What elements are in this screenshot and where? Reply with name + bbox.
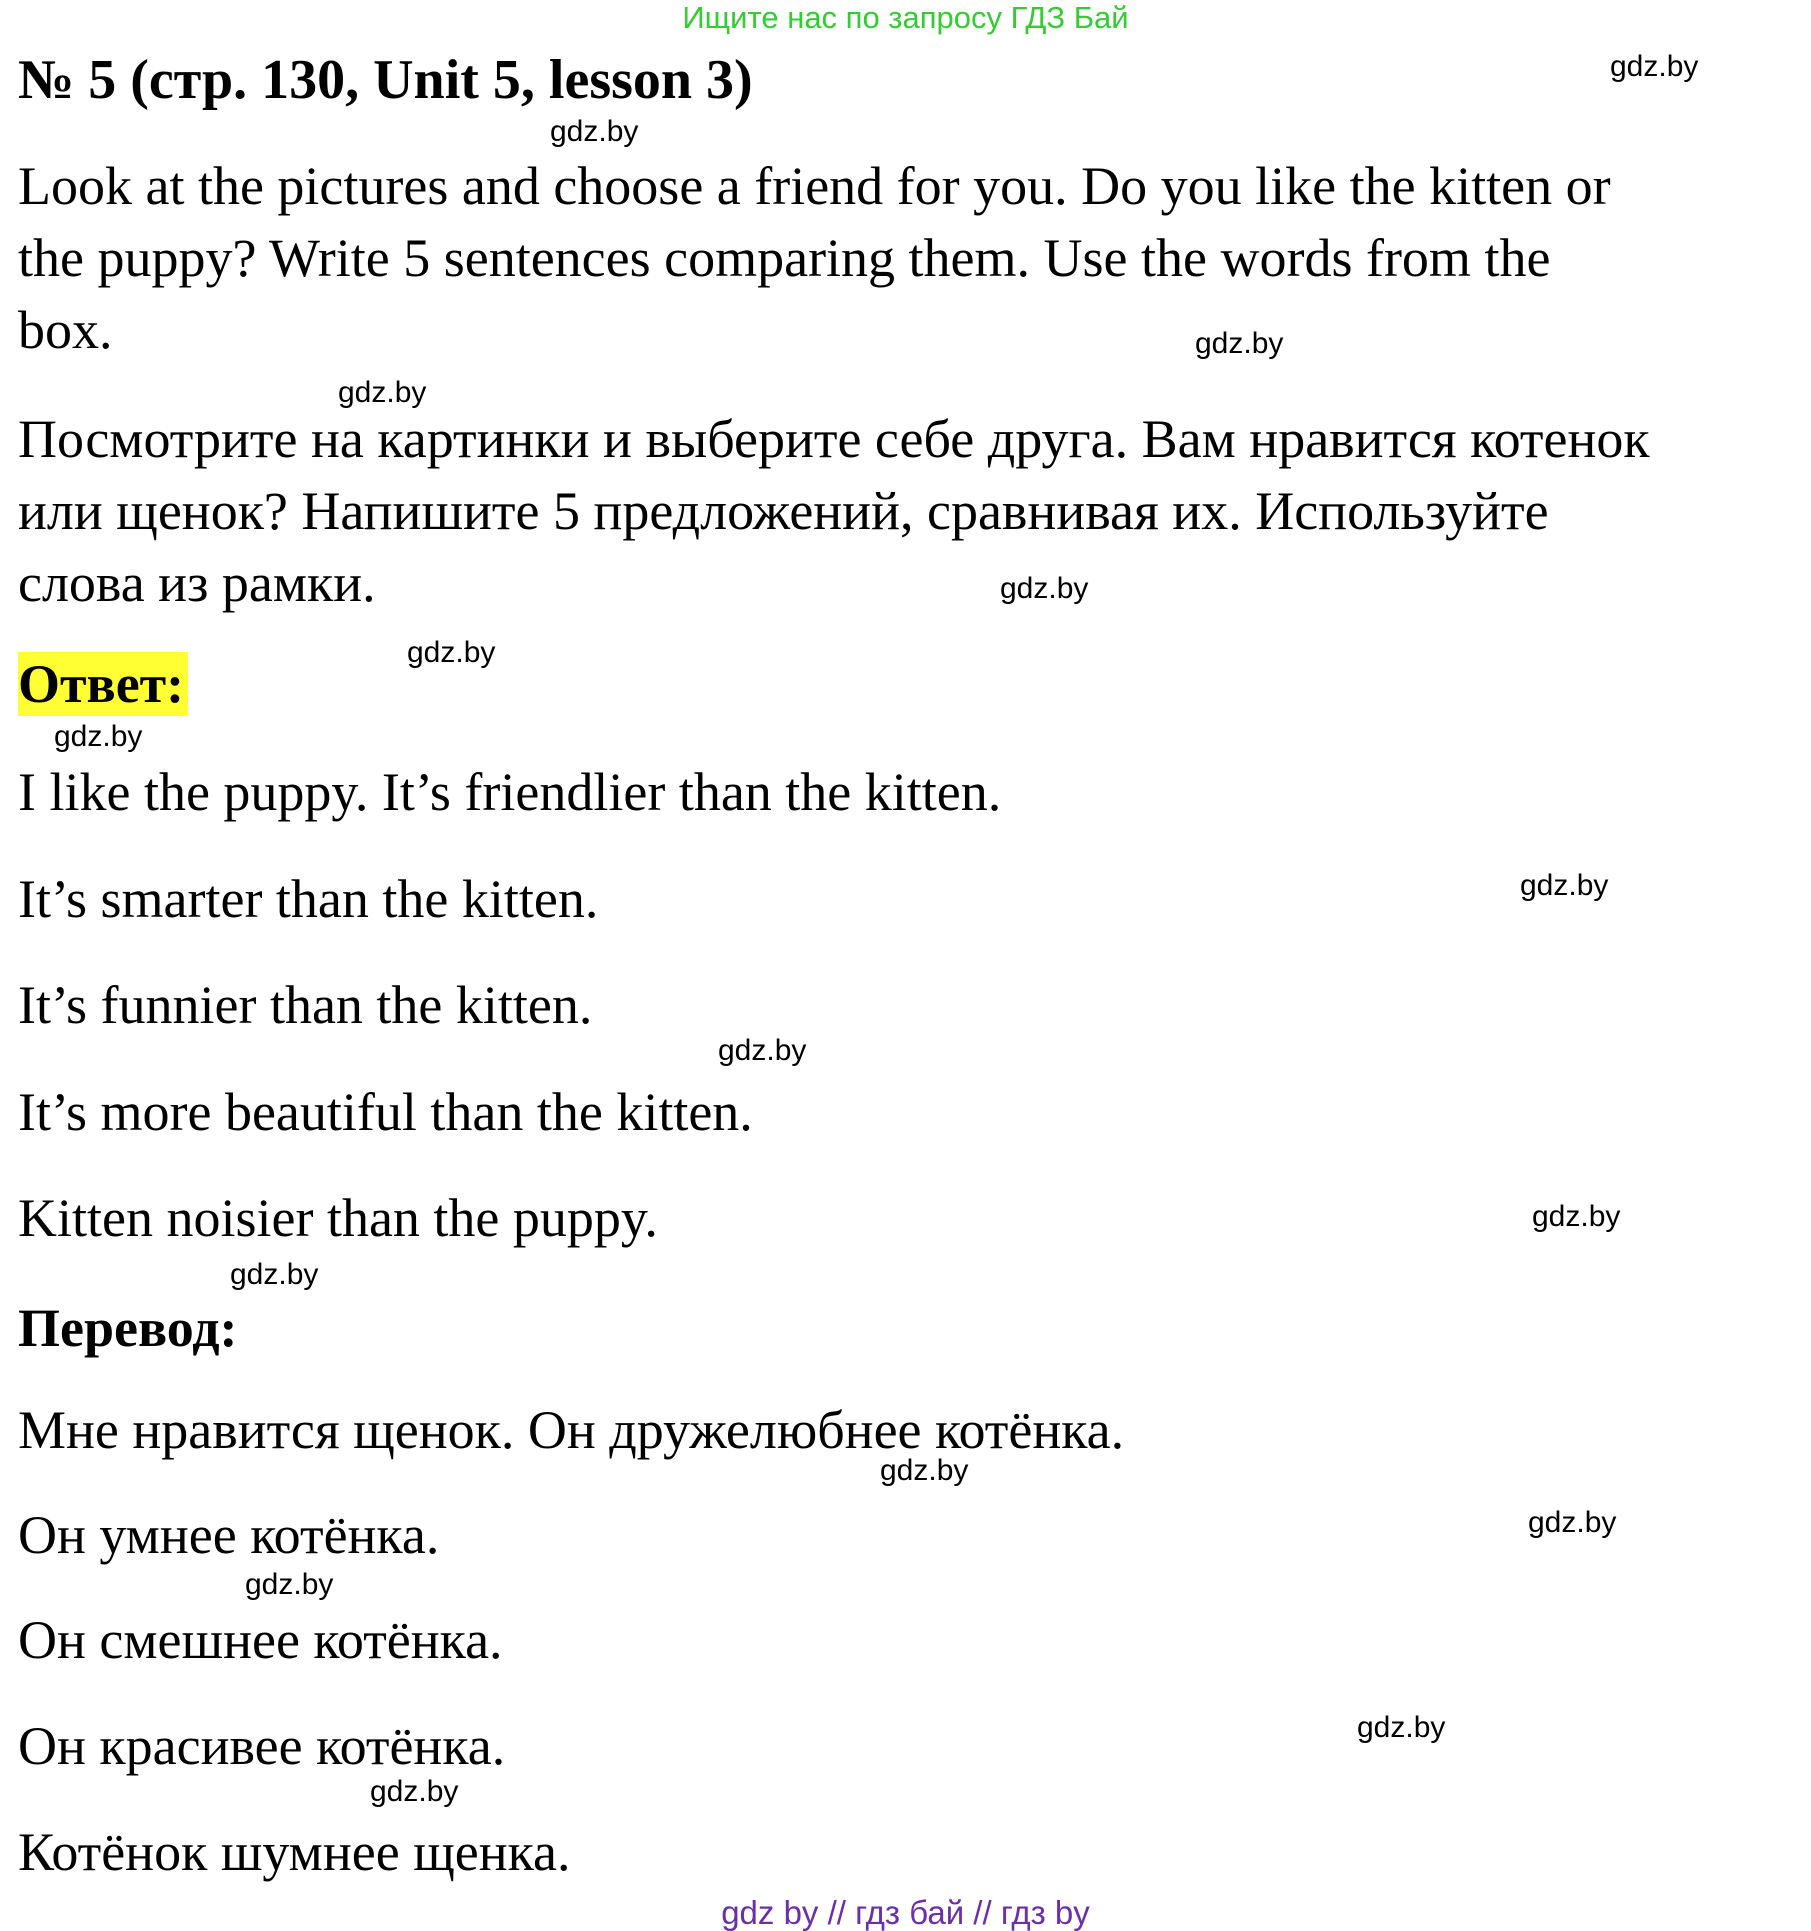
watermark-text: gdz.by — [1520, 869, 1609, 902]
watermark-text: gdz.by — [338, 376, 427, 409]
task-english — [18, 150, 1798, 366]
watermark-text: gdz.by — [370, 1775, 459, 1808]
watermark-text: gdz.by — [1000, 572, 1089, 605]
watermark-text: gdz.by — [54, 720, 143, 753]
watermark-text: gdz.by — [1610, 50, 1699, 83]
answer-sentence: It’s smarter than the kitten. — [18, 869, 599, 929]
task-russian-line: слова из рамки. — [18, 553, 376, 613]
answer-heading: Ответ: — [18, 652, 188, 716]
task-russian-line: Посмотрите на картинки и выберите себе друга. Вам нравится котенок — [18, 409, 1650, 469]
task-english-line: Look at the pictures and choose a friend for you. Do you like the kitten or — [18, 156, 1611, 216]
watermark-text: gdz.by — [1357, 1711, 1446, 1744]
answer-sentence: I like the puppy. It’s friendlier than the kitten. — [18, 762, 1002, 822]
translation-sentence: Он красивее котёнка. — [18, 1716, 506, 1776]
task-english-line: box. — [18, 300, 113, 360]
answer-sentence: Kitten noisier than the puppy. — [18, 1188, 658, 1248]
watermark-text: gdz.by — [718, 1034, 807, 1067]
translation-sentence: Он умнее котёнка. — [18, 1505, 440, 1565]
top-banner: Ищите нас по запросу ГДЗ Бай — [682, 0, 1129, 35]
watermark-text: gdz.by — [1195, 327, 1284, 360]
answer-sentence: It’s more beautiful than the kitten. — [18, 1082, 753, 1142]
watermark-text: gdz.by — [1532, 1200, 1621, 1233]
footer-links: gdz by // гдз бай // гдз by — [721, 1894, 1090, 1931]
task-russian-line: или щенок? Напишите 5 предложений, сравнивая их. Используйте — [18, 481, 1549, 541]
translation-sentence: Мне нравится щенок. Он дружелюбнее котёнка. — [18, 1400, 1125, 1460]
watermark-text: gdz.by — [1528, 1506, 1617, 1539]
watermark-text: gdz.by — [407, 636, 496, 669]
answer-sentence: It’s funnier than the kitten. — [18, 975, 593, 1035]
translation-sentence: Котёнок шумнее щенка. — [18, 1822, 571, 1882]
translation-sentence: Он смешнее котёнка. — [18, 1610, 503, 1670]
translation-heading: Перевод: — [18, 1298, 238, 1358]
task-russian — [18, 403, 1798, 619]
watermark-text: gdz.by — [245, 1568, 334, 1601]
task-english-line: the puppy? Write 5 sentences comparing them. Use the words from the — [18, 228, 1551, 288]
page-title: № 5 (стр. 130, Unit 5, lesson 3) — [18, 49, 753, 111]
watermark-text: gdz.by — [550, 115, 639, 148]
watermark-text: gdz.by — [230, 1258, 319, 1291]
watermark-text: gdz.by — [880, 1454, 969, 1487]
